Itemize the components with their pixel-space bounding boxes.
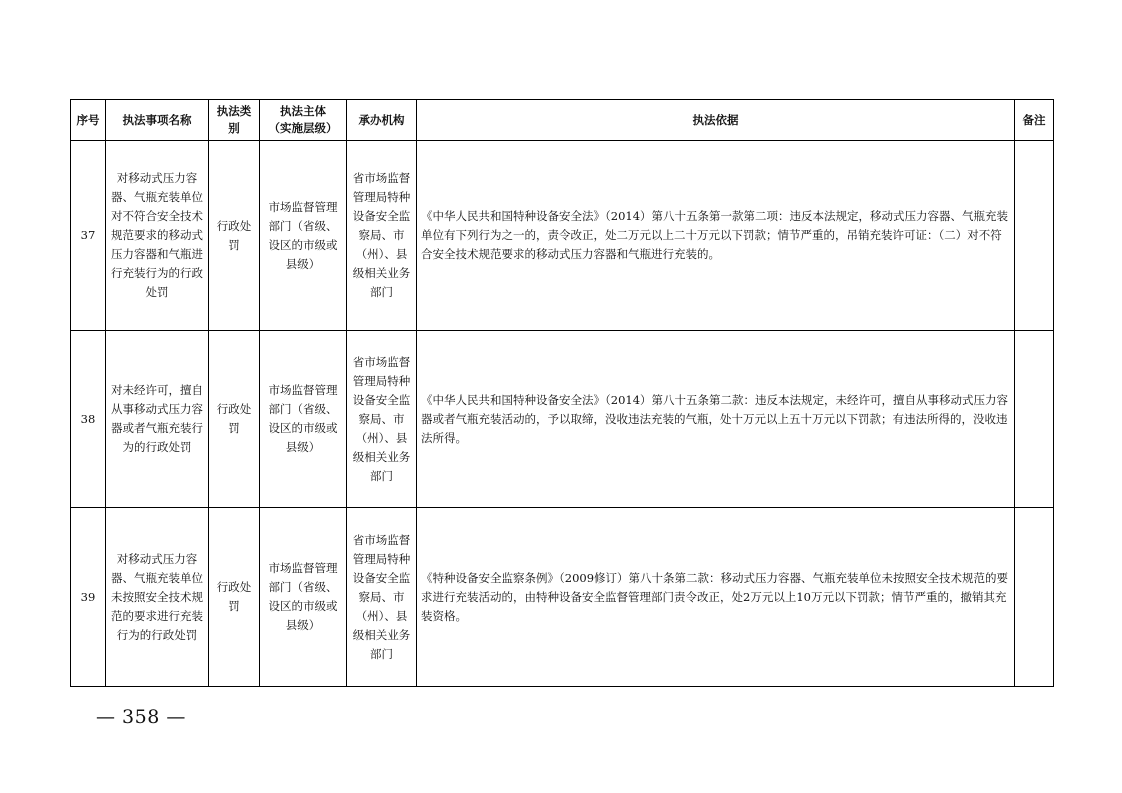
cell-item-name: 对移动式压力容器、气瓶充装单位对不符合安全技术规范要求的移动式压力容器和气瓶进行充装行为的行政处罚 [106, 141, 209, 331]
header-enforcement-subject [260, 100, 347, 141]
cell-note [1015, 141, 1054, 331]
cell-enforcement-subject: 市场监督管理部门（省级、设区的市级或县级） [260, 141, 347, 331]
header-item-name: 执法事项名称 [106, 100, 209, 141]
cell-legal-basis: 《中华人民共和国特种设备安全法》（2014）第八十五条第一款第二项：违反本法规定，移动式压力容器、气瓶充装单位有下列行为之一的，责令改正，处二万元以上二十万元以下罚款；情节严重的，吊销充装许可证：（二）对不符合安全技术规范要求的移动式压力容器和气瓶进行充装的。 [417, 141, 1015, 331]
cell-enforcement-type: 行政处罚 [209, 141, 260, 331]
cell-item-name: 对移动式压力容器、气瓶充装单位未按照安全技术规范的要求进行充装行为的行政处罚 [106, 508, 209, 687]
cell-legal-basis: 《中华人民共和国特种设备安全法》（2014）第八十五条第二款：违反本法规定，未经许可，擅自从事移动式压力容器或者气瓶充装活动的，予以取缔，没收违法充装的气瓶，处十万元以上五十万元以下罚款；有违法所得的，没收违法所得。 [417, 331, 1015, 508]
cell-enforcement-subject: 市场监督管理部门（省级、设区的市级或县级） [260, 331, 347, 508]
cell-organization: 省市场监督管理局特种设备安全监察局、市（州）、县级相关业务部门 [347, 508, 417, 687]
header-seq: 序号 [71, 100, 106, 141]
cell-enforcement-subject: 市场监督管理部门（省级、设区的市级或县级） [260, 508, 347, 687]
cell-seq: 39 [71, 508, 106, 687]
cell-enforcement-type: 行政处罚 [209, 508, 260, 687]
cell-item-name: 对未经许可，擅自从事移动式压力容器或者气瓶充装行为的行政处罚 [106, 331, 209, 508]
header-subject-line2: （实施层级） [268, 121, 338, 135]
header-enforcement-type: 执法类别 [209, 100, 260, 141]
header-legal-basis: 执法依据 [417, 100, 1015, 141]
table-row [71, 141, 1054, 331]
cell-note [1015, 331, 1054, 508]
enforcement-items-table [70, 99, 1054, 687]
table-row [71, 331, 1054, 508]
header-organization: 承办机构 [347, 100, 417, 141]
cell-legal-basis: 《特种设备安全监察条例》（2009修订）第八十条第二款：移动式压力容器、气瓶充装单位未按照安全技术规范的要求进行充装活动的，由特种设备安全监督管理部门责令改正，处2万元以上10万元以下罚款；情节严重的，撤销其充装资格。 [417, 508, 1015, 687]
cell-organization: 省市场监督管理局特种设备安全监察局、市（州）、县级相关业务部门 [347, 141, 417, 331]
cell-organization: 省市场监督管理局特种设备安全监察局、市（州）、县级相关业务部门 [347, 331, 417, 508]
table-header-row [71, 100, 1054, 141]
cell-note [1015, 508, 1054, 687]
header-note: 备注 [1015, 100, 1054, 141]
cell-seq: 37 [71, 141, 106, 331]
header-subject-line1: 执法主体 [280, 104, 326, 118]
cell-enforcement-type: 行政处罚 [209, 331, 260, 508]
table-row [71, 508, 1054, 687]
cell-seq: 38 [71, 331, 106, 508]
page-number: — 358 — [96, 706, 186, 728]
